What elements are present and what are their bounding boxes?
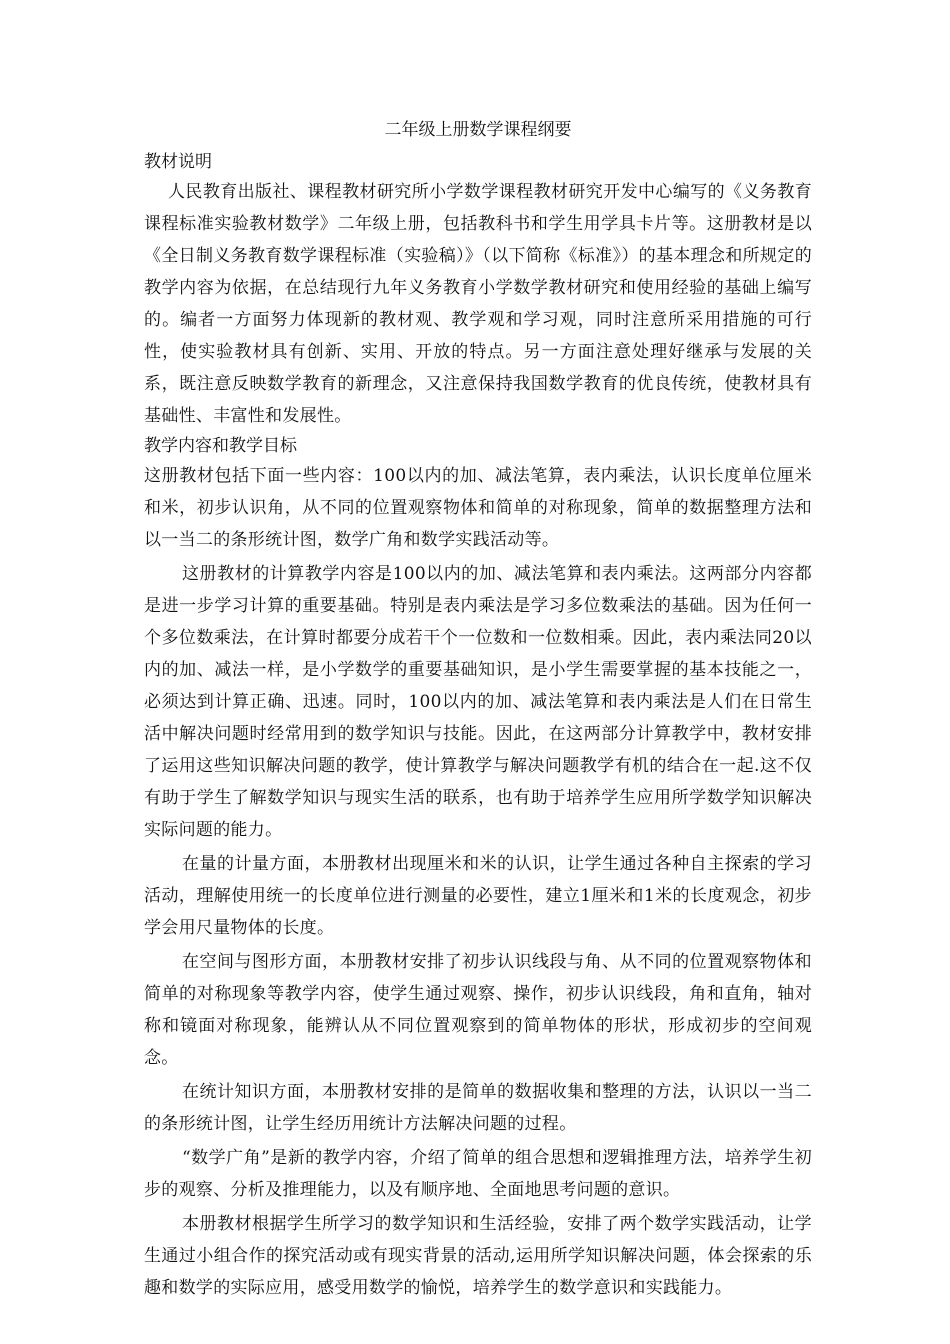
paragraph-content-intro: 这册教材包括下面一些内容：100以内的加、减法笔算，表内乘法，认识长度单位厘米和米，初步认识角，从不同的位置观察物体和简单的对称现象，简单的数据整理方法和以一当二的条形统计图，数学广角和数学实践活动等。 [144, 466, 812, 550]
paragraph-practice-activities: 本册教材根据学生所学习的数学知识和生活经验，安排了两个数学实践活动，让学生通过小组合作的探究活动或有现实背景的活动,运用所学知识解决问题，体会探索的乐趣和数学的实际应用，感受用数学的愉悦，培养学生的数学意识和实践能力。 [144, 1214, 812, 1298]
document-title: 二年级上册数学课程纲要 [384, 120, 572, 140]
document-page [144, 116, 812, 1304]
paragraph-textbook-description: 人民教育出版社、课程教材研究所小学数学课程教材研究开发中心编写的《义务教育课程标准实验教材数学》二年级上册，包括教科书和学生用学具卡片等。这册教材是以《全日制义务教育数学课程标准（实验稿）》（以下简称《标准》）的基本理念和所规定的教学内容为依据，在总结现行九年义务教育小学数学教材研究和使用经验的基础上编写的。编者一方面努力体现新的教材观、教学观和学习观，同时注意所采用措施的可行性，使实验教材具有创新、实用、开放的特点。另一方面注意处理好继承与发展的关系，既注意反映数学教育的新理念，又注意保持我国数学教育的优良传统，使教材具有基础性、丰富性和发展性。 [144, 182, 812, 426]
section-heading-content-and-goals: 教学内容和教学目标 [144, 436, 297, 456]
paragraph-math-wide-angle: “数学广角”是新的教学内容，介绍了简单的组合思想和逻辑推理方法，培养学生初步的观察、分析及推理能力，以及有顺序地、全面地思考问题的意识。 [144, 1148, 812, 1200]
paragraph-calculation: 这册教材的计算教学内容是100以内的加、减法笔算和表内乘法。这两部分内容都是进一步学习计算的重要基础。特别是表内乘法是学习多位数乘法的基础。因为任何一个多位数乘法，在计算时都要分成若干个一位数和一位数相乘。因此，表内乘法同20以内的加、减法一样，是小学数学的重要基础知识，是小学生需要掌握的基本技能之一，必须达到计算正确、迅速。同时，100以内的加、减法笔算和表内乘法是人们在日常生活中解决问题时经常用到的数学知识与技能。因此，在这两部分计算教学中，教材安排了运用这些知识解决问题的教学，使计算教学与解决问题教学有机的结合在一起.这不仅有助于学生了解数学知识与现实生活的联系，也有助于培养学生应用所学数学知识解决实际问题的能力。 [144, 564, 812, 840]
paragraph-space-and-shapes: 在空间与图形方面，本册教材安排了初步认识线段与角、从不同的位置观察物体和简单的对称现象等教学内容，使学生通过观察、操作，初步认识线段，角和直角，轴对称和镜面对称现象，能辨认从不同位置观察到的简单物体的形状，形成初步的空间观念。 [144, 952, 812, 1068]
paragraph-statistics: 在统计知识方面，本册教材安排的是简单的数据收集和整理的方法，认识以一当二的条形统计图，让学生经历用统计方法解决问题的过程。 [144, 1082, 812, 1134]
section-heading-textbook-description: 教材说明 [144, 152, 212, 172]
paragraph-measurement: 在量的计量方面，本册教材出现厘米和米的认识，让学生通过各种自主探索的学习活动，理解使用统一的长度单位进行测量的必要性，建立1厘米和1米的长度观念，初步学会用尺量物体的长度。 [144, 854, 812, 938]
